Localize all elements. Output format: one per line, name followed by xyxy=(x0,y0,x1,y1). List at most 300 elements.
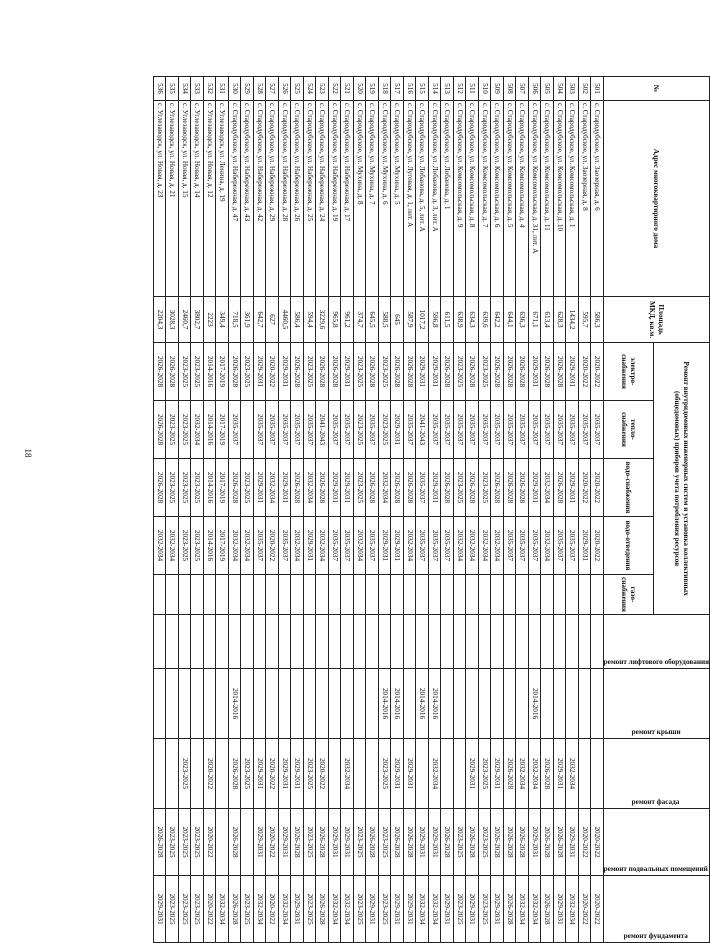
cell-gas xyxy=(478,575,491,615)
cell-number: 506 xyxy=(528,77,541,101)
cell-power: 2026-2028 xyxy=(441,343,454,401)
cell-power: 2026-2028 xyxy=(366,343,379,401)
cell-elevator xyxy=(216,615,229,669)
cell-roof xyxy=(203,669,216,739)
cell-facade: 2032-2034 xyxy=(528,739,541,809)
cell-roof xyxy=(353,669,366,739)
cell-facade xyxy=(441,739,454,809)
cell-sewer: 2032-2034 xyxy=(453,517,466,575)
cell-sewer: 2035-2037 xyxy=(428,517,441,575)
cell-roof: 2014-2016 xyxy=(416,669,429,739)
cell-number: 529 xyxy=(241,77,254,101)
cell-facade: 2020-2022 xyxy=(316,739,329,809)
cell-basement: 2026-2028 xyxy=(153,809,166,876)
cell-sewer: 2014-2016 xyxy=(203,517,216,575)
cell-area: 644,1 xyxy=(503,297,516,343)
cell-foundation: 2029-2031 xyxy=(403,876,416,943)
cell-number: 505 xyxy=(541,77,554,101)
cell-number: 501 xyxy=(591,77,604,101)
table-row xyxy=(278,77,291,943)
cell-basement: 2026-2028 xyxy=(291,809,304,876)
cell-heat: 2035-2037 xyxy=(341,401,354,459)
table-row xyxy=(528,77,541,943)
cell-number: 512 xyxy=(453,77,466,101)
cell-address: с. Стародубское, ул. Набережная, д. 42 xyxy=(253,101,266,297)
cell-address: с. Стародубское, ул. Комсомольская, д. 8 xyxy=(466,101,479,297)
cell-address: с. Стародубское, ул. Луговая, д. 1, лит. А xyxy=(403,101,416,297)
cell-gas xyxy=(453,575,466,615)
cell-water: 2026-2028 xyxy=(441,459,454,517)
cell-facade: 2032-2034 xyxy=(516,739,529,809)
cell-area: 1017,2 xyxy=(416,297,429,343)
cell-foundation: 2032-2034 xyxy=(253,876,266,943)
cell-gas xyxy=(266,575,279,615)
table-row xyxy=(541,77,554,943)
cell-facade xyxy=(416,739,429,809)
cell-power: 2023-2025 xyxy=(453,343,466,401)
cell-water: 2029-2031 xyxy=(278,459,291,517)
cell-roof xyxy=(466,669,479,739)
cell-facade: 2023-2025 xyxy=(478,739,491,809)
cell-number: 532 xyxy=(203,77,216,101)
cell-basement: 2023-2025 xyxy=(303,809,316,876)
cell-address: с. Стародубское, ул. Заозерная, д. 6 xyxy=(591,101,604,297)
cell-basement: 2026-2028 xyxy=(491,809,504,876)
cell-address: с. Стародубское, ул. Набережная, д. 26 xyxy=(291,101,304,297)
cell-facade: 2026-2028 xyxy=(541,739,554,809)
cell-sewer: 2023-2025 xyxy=(178,517,191,575)
cell-facade xyxy=(578,739,591,809)
table-row xyxy=(178,77,191,943)
cell-heat: 2035-2037 xyxy=(328,401,341,459)
cell-foundation: 2032-2034 xyxy=(341,876,354,943)
rotated-table-sheet xyxy=(155,76,710,942)
table-row xyxy=(253,77,266,943)
cell-basement: 2020-2022 xyxy=(578,809,591,876)
cell-number: 519 xyxy=(366,77,379,101)
cell-water: 2023-2025 xyxy=(478,459,491,517)
cell-basement: 2023-2025 xyxy=(378,809,391,876)
cell-area: 642,7 xyxy=(253,297,266,343)
cell-roof xyxy=(153,669,166,739)
cell-basement: 2029-2031 xyxy=(253,809,266,876)
table-row xyxy=(153,77,166,943)
header-address: Адрес многоквартирного дома xyxy=(603,101,709,297)
table-row xyxy=(328,77,341,943)
cell-roof: 2014-2016 xyxy=(391,669,404,739)
cell-address: с. Стародубское, ул. Набережная, д. 29 xyxy=(266,101,279,297)
cell-number: 531 xyxy=(216,77,229,101)
cell-number: 527 xyxy=(266,77,279,101)
cell-number: 524 xyxy=(303,77,316,101)
cell-foundation: 2032-2034 xyxy=(566,876,579,943)
cell-water: 2032-2034 xyxy=(266,459,279,517)
cell-gas xyxy=(441,575,454,615)
table-row xyxy=(303,77,316,943)
cell-sewer: 2017-2019 xyxy=(216,517,229,575)
cell-basement: 2026-2028 xyxy=(316,809,329,876)
cell-area: 596,8 xyxy=(428,297,441,343)
cell-heat: 2035-2037 xyxy=(266,401,279,459)
cell-power: 2029-2031 xyxy=(566,343,579,401)
cell-facade: 2023-2025 xyxy=(241,739,254,809)
cell-foundation: 2023-2025 xyxy=(453,876,466,943)
cell-area: 645,5 xyxy=(366,297,379,343)
cell-foundation: 2032-2034 xyxy=(416,876,429,943)
table-row xyxy=(191,77,204,943)
cell-foundation: 2023-2025 xyxy=(478,876,491,943)
cell-number: 520 xyxy=(353,77,366,101)
cell-foundation: 2032-2034 xyxy=(528,876,541,943)
cell-gas xyxy=(191,575,204,615)
cell-area: 634,3 xyxy=(466,297,479,343)
cell-sewer: 2035-2037 xyxy=(416,517,429,575)
cell-foundation: 2029-2031 xyxy=(553,876,566,943)
cell-number: 514 xyxy=(428,77,441,101)
cell-roof: 2014-2016 xyxy=(228,669,241,739)
cell-power: 2026-2028 xyxy=(403,343,416,401)
cell-elevator xyxy=(328,615,341,669)
cell-area: 3802,7 xyxy=(191,297,204,343)
page-number: 18 xyxy=(23,448,33,458)
cell-heat: 2035-2037 xyxy=(441,401,454,459)
cell-facade: 2023-2025 xyxy=(303,739,316,809)
cell-heat: 2035-2037 xyxy=(478,401,491,459)
cell-roof: 2014-2016 xyxy=(378,669,391,739)
cell-foundation: 2029-2031 xyxy=(466,876,479,943)
cell-number: 511 xyxy=(466,77,479,101)
cell-power: 2014-2016 xyxy=(203,343,216,401)
cell-basement: 2026-2028 xyxy=(503,809,516,876)
cell-power: 2023-2025 xyxy=(478,343,491,401)
cell-water: 2032-2034 xyxy=(541,459,554,517)
cell-gas xyxy=(178,575,191,615)
cell-power: 2023-2025 xyxy=(178,343,191,401)
cell-facade xyxy=(166,739,179,809)
cell-sewer: 2029-2031 xyxy=(578,517,591,575)
cell-roof xyxy=(303,669,316,739)
cell-roof xyxy=(341,669,354,739)
cell-foundation: 2032-2034 xyxy=(328,876,341,943)
header-sewer: водо-отведения xyxy=(603,517,653,575)
header-basement: ремонт подвальных помещений xyxy=(603,809,709,876)
cell-elevator xyxy=(178,615,191,669)
cell-water: 2026-2028 xyxy=(291,459,304,517)
table-row xyxy=(341,77,354,943)
cell-address: с. Стародубское, ул. Мухина, д. 7 xyxy=(366,101,379,297)
cell-gas xyxy=(591,575,604,615)
cell-roof xyxy=(166,669,179,739)
cell-heat: 2035-2037 xyxy=(228,401,241,459)
cell-address: с. Стародубское, ул. Набережная, д. 47 xyxy=(228,101,241,297)
cell-gas xyxy=(516,575,529,615)
table-row xyxy=(366,77,379,943)
cell-gas xyxy=(316,575,329,615)
cell-gas xyxy=(153,575,166,615)
cell-elevator xyxy=(278,615,291,669)
cell-number: 510 xyxy=(478,77,491,101)
cell-gas xyxy=(428,575,441,615)
cell-area: 2460,7 xyxy=(178,297,191,343)
cell-sewer: 2032-2034 xyxy=(466,517,479,575)
cell-sewer: 2032-2034 xyxy=(166,517,179,575)
cell-power: 2023-2025 xyxy=(241,343,254,401)
cell-area: 374,7 xyxy=(353,297,366,343)
cell-address: с. Углезаводск, ул. Новая, д. 12 xyxy=(203,101,216,297)
cell-power: 2026-2028 xyxy=(328,343,341,401)
cell-power: 2023-2025 xyxy=(378,343,391,401)
cell-water: 2026-2028 xyxy=(391,459,404,517)
cell-heat xyxy=(241,401,254,459)
cell-basement: 2023-2025 xyxy=(453,809,466,876)
cell-facade: 2026-2028 xyxy=(503,739,516,809)
cell-foundation: 2026-2028 xyxy=(316,876,329,943)
cell-elevator xyxy=(516,615,529,669)
cell-roof xyxy=(491,669,504,739)
cell-heat: 2035-2037 xyxy=(366,401,379,459)
cell-facade: 2020-2022 xyxy=(203,739,216,809)
header-num: № xyxy=(603,77,709,101)
cell-area: 642,2 xyxy=(491,297,504,343)
cell-water: 2026-2028 xyxy=(466,459,479,517)
cell-foundation: 2026-2028 xyxy=(503,876,516,943)
cell-basement: 2023-2025 xyxy=(478,809,491,876)
cell-address: с. Стародубское, ул. Комсомольская, д. 6 xyxy=(491,101,504,297)
table-row xyxy=(391,77,404,943)
table-row xyxy=(441,77,454,943)
cell-roof xyxy=(591,669,604,739)
cell-gas xyxy=(403,575,416,615)
cell-heat: 2035-2037 xyxy=(503,401,516,459)
cell-heat: 2035-2037 xyxy=(278,401,291,459)
cell-heat: 2023-2025 xyxy=(378,401,391,459)
cell-roof xyxy=(578,669,591,739)
header-roof: ремонт крыши xyxy=(603,669,709,739)
cell-elevator xyxy=(291,615,304,669)
table-row xyxy=(291,77,304,943)
cell-water: 2017-2019 xyxy=(216,459,229,517)
cell-number: 533 xyxy=(191,77,204,101)
table-row xyxy=(466,77,479,943)
cell-gas xyxy=(416,575,429,615)
cell-roof xyxy=(241,669,254,739)
cell-sewer: 2032-2034 xyxy=(491,517,504,575)
table-body xyxy=(153,77,603,943)
cell-power: 2029-2031 xyxy=(416,343,429,401)
header-gas: газо-снабжения xyxy=(603,575,653,615)
header-water: водо-снабжения xyxy=(603,459,653,517)
table-row xyxy=(241,77,254,943)
cell-address: с. Стародубское, ул. Мухина, д. 5 xyxy=(391,101,404,297)
cell-sewer: 2032-2034 xyxy=(316,517,329,575)
cell-roof xyxy=(216,669,229,739)
cell-area: 595,7 xyxy=(578,297,591,343)
cell-area: 2223 xyxy=(203,297,216,343)
cell-elevator xyxy=(591,615,604,669)
cell-facade xyxy=(191,739,204,809)
cell-basement: 2026-2028 xyxy=(553,809,566,876)
header-area: Площадь МКД, кв.м. xyxy=(603,297,709,343)
table-row xyxy=(591,77,604,943)
cell-area: 2204,3 xyxy=(153,297,166,343)
cell-foundation: 2023-2025 xyxy=(178,876,191,943)
table-row xyxy=(503,77,516,943)
cell-heat: 2035-2037 xyxy=(541,401,554,459)
table-row xyxy=(316,77,329,943)
cell-basement: 2026-2028 xyxy=(541,809,554,876)
cell-area: 586,4 xyxy=(291,297,304,343)
cell-facade: 2029-2031 xyxy=(403,739,416,809)
cell-gas xyxy=(491,575,504,615)
cell-address: с. Стародубское, ул. Набережная, д. 17 xyxy=(341,101,354,297)
cell-sewer: 2032-2034 xyxy=(228,517,241,575)
cell-area: 3028,3 xyxy=(166,297,179,343)
cell-gas xyxy=(366,575,379,615)
cell-heat: 2026-2028 xyxy=(153,401,166,459)
header-heat: тепло-снабжения xyxy=(603,401,653,459)
cell-facade: 2023-2025 xyxy=(178,739,191,809)
cell-basement: 2023-2025 xyxy=(166,809,179,876)
cell-area: 645 xyxy=(391,297,404,343)
table-row xyxy=(491,77,504,943)
cell-area: 627 xyxy=(266,297,279,343)
cell-water: 2023-2025 xyxy=(241,459,254,517)
cell-power: 2020-2022 xyxy=(578,343,591,401)
cell-water: 2026-2028 xyxy=(491,459,504,517)
cell-heat: 2035-2037 xyxy=(566,401,579,459)
cell-address: с. Углезаводск, ул. Новая, д. 14 xyxy=(191,101,204,297)
cell-roof xyxy=(178,669,191,739)
cell-roof xyxy=(553,669,566,739)
cell-elevator xyxy=(316,615,329,669)
header-facade: ремонт фасада xyxy=(603,739,709,809)
cell-address: с. Стародубское, ул. Набережная, д. 25 xyxy=(303,101,316,297)
cell-facade: 2023-2025 xyxy=(378,739,391,809)
cell-roof xyxy=(541,669,554,739)
cell-power: 2026-2028 xyxy=(466,343,479,401)
cell-elevator xyxy=(228,615,241,669)
cell-sewer: 2035-2037 xyxy=(528,517,541,575)
cell-heat: 2014-2016 xyxy=(203,401,216,459)
cell-number: 526 xyxy=(278,77,291,101)
cell-sewer: 2023-2025 xyxy=(191,517,204,575)
cell-power: 2026-2028 xyxy=(516,343,529,401)
cell-power: 2029-2031 xyxy=(428,343,441,401)
cell-area: 961,2 xyxy=(341,297,354,343)
cell-gas xyxy=(566,575,579,615)
cell-address: с. Стародубское, ул. Комсомольская, д. 1 xyxy=(566,101,579,297)
cell-area: 349,4 xyxy=(216,297,229,343)
cell-area: 718,5 xyxy=(228,297,241,343)
cell-number: 521 xyxy=(341,77,354,101)
cell-heat: 2035-2037 xyxy=(403,401,416,459)
cell-basement: 2026-2028 xyxy=(403,809,416,876)
cell-heat: 2035-2037 xyxy=(428,401,441,459)
cell-water: 2029-2031 xyxy=(341,459,354,517)
cell-water: 2026-2028 xyxy=(516,459,529,517)
cell-foundation: 2032-2034 xyxy=(428,876,441,943)
cell-basement: 2026-2028 xyxy=(391,809,404,876)
cell-elevator xyxy=(153,615,166,669)
cell-sewer: 2035-2037 xyxy=(328,517,341,575)
table-row xyxy=(516,77,529,943)
cell-basement: 2020-2022 xyxy=(266,809,279,876)
cell-elevator xyxy=(428,615,441,669)
cell-gas xyxy=(228,575,241,615)
cell-roof xyxy=(516,669,529,739)
cell-roof xyxy=(478,669,491,739)
cell-power: 2029-2031 xyxy=(341,343,354,401)
cell-heat: 2041-2043 xyxy=(316,401,329,459)
cell-address: с. Стародубское, ул. Комсомольская, д. 31, лит. А xyxy=(528,101,541,297)
cell-facade: 2029-2031 xyxy=(466,739,479,809)
cell-basement: 2020-2022 xyxy=(203,809,216,876)
cell-sewer: 2032-2034 xyxy=(153,517,166,575)
cell-address: с. Стародубское, ул. Набережная, д. 28 xyxy=(278,101,291,297)
cell-foundation: 2032-2034 xyxy=(216,876,229,943)
cell-number: 528 xyxy=(253,77,266,101)
cell-heat: 2023-2025 xyxy=(166,401,179,459)
cell-water: 2023-2025 xyxy=(178,459,191,517)
cell-basement: 2026-2028 xyxy=(228,809,241,876)
cell-sewer: 2035-2037 xyxy=(441,517,454,575)
cell-facade: 2026-2028 xyxy=(228,739,241,809)
cell-number: 523 xyxy=(316,77,329,101)
header-systems-group: Ремонт внутридомовых инженерных систем и установка коллективных (общедомовых) приборов учета потребления ресурсов xyxy=(653,343,709,615)
cell-power: 2020-2022 xyxy=(266,343,279,401)
cell-address: с. Стародубское, ул. Мухина, д. 8 xyxy=(353,101,366,297)
cell-basement xyxy=(241,809,254,876)
cell-elevator xyxy=(478,615,491,669)
cell-foundation: 2023-2025 xyxy=(303,876,316,943)
cell-sewer: 2032-2034 xyxy=(241,517,254,575)
cell-elevator xyxy=(541,615,554,669)
cell-elevator xyxy=(566,615,579,669)
cell-roof xyxy=(266,669,279,739)
cell-sewer: 2020-2022 xyxy=(266,517,279,575)
cell-water: 2032-2034 xyxy=(303,459,316,517)
cell-sewer: 2035-2037 xyxy=(278,517,291,575)
cell-heat: 2035-2037 xyxy=(453,401,466,459)
cell-power: 2023-2025 xyxy=(353,343,366,401)
cell-gas xyxy=(378,575,391,615)
cell-number: 515 xyxy=(416,77,429,101)
cell-basement: 2020-2022 xyxy=(591,809,604,876)
cell-area: 588,5 xyxy=(378,297,391,343)
cell-sewer: 2029-2031 xyxy=(391,517,404,575)
cell-foundation: 2023-2025 xyxy=(378,876,391,943)
cell-facade: 2029-2031 xyxy=(253,739,266,809)
cell-address: с. Стародубское, ул. Набережная, д. 43 xyxy=(241,101,254,297)
cell-gas xyxy=(528,575,541,615)
cell-number: 535 xyxy=(166,77,179,101)
cell-gas xyxy=(553,575,566,615)
cell-basement: 2029-2031 xyxy=(566,809,579,876)
cell-area: 611,5 xyxy=(441,297,454,343)
cell-number: 518 xyxy=(378,77,391,101)
cell-foundation: 2029-2031 xyxy=(153,876,166,943)
cell-power: 2026-2028 xyxy=(541,343,554,401)
cell-water: 2023-2025 xyxy=(453,459,466,517)
cell-power: 2020-2022 xyxy=(591,343,604,401)
cell-roof xyxy=(441,669,454,739)
cell-facade: 2020-2022 xyxy=(266,739,279,809)
cell-number: 516 xyxy=(403,77,416,101)
cell-gas xyxy=(253,575,266,615)
cell-address: с. Углезаводск, ул. Новая, д. 21 xyxy=(166,101,179,297)
cell-number: 509 xyxy=(491,77,504,101)
cell-sewer: 2029-2031 xyxy=(378,517,391,575)
